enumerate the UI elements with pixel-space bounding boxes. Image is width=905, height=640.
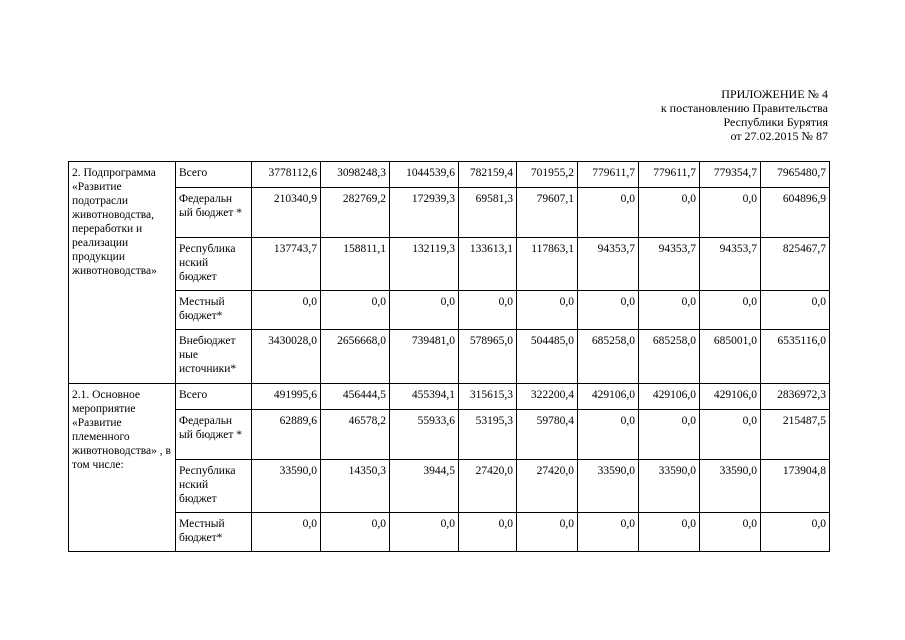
value-cell: 94353,7 [700,238,761,291]
value-cell: 429106,0 [700,384,761,410]
total-cell: 0,0 [761,291,830,330]
value-cell: 172939,3 [390,188,459,238]
appendix-date-line: от 27.02.2015 № 87 [730,129,828,143]
value-cell: 94353,7 [639,238,700,291]
value-cell: 33590,0 [252,460,321,513]
source-cell: Республика нский бюджет [176,238,252,291]
value-cell: 55933,6 [390,410,459,460]
value-cell: 0,0 [252,291,321,330]
source-cell: Местный бюджет* [176,513,252,552]
value-cell: 27420,0 [517,460,578,513]
table-row [69,460,830,513]
value-cell: 322200,4 [517,384,578,410]
value-cell: 0,0 [639,291,700,330]
value-cell: 62889,6 [252,410,321,460]
total-cell: 173904,8 [761,460,830,513]
total-cell: 6535116,0 [761,330,830,384]
value-cell: 282769,2 [321,188,390,238]
value-cell: 685001,0 [700,330,761,384]
value-cell: 0,0 [639,188,700,238]
table-row [69,188,830,238]
value-cell: 779611,7 [578,162,639,188]
total-cell: 604896,9 [761,188,830,238]
value-cell: 0,0 [639,513,700,552]
value-cell: 69581,3 [459,188,517,238]
value-cell: 27420,0 [459,460,517,513]
value-cell: 59780,4 [517,410,578,460]
value-cell: 0,0 [700,513,761,552]
value-cell: 0,0 [390,513,459,552]
table-row [69,410,830,460]
value-cell: 779354,7 [700,162,761,188]
appendix-ref-line: Республики Бурятия [723,115,828,129]
value-cell: 491995,6 [252,384,321,410]
value-cell: 33590,0 [578,460,639,513]
total-cell: 825467,7 [761,238,830,291]
value-cell: 210340,9 [252,188,321,238]
value-cell: 132119,3 [390,238,459,291]
value-cell: 0,0 [517,513,578,552]
value-cell: 3430028,0 [252,330,321,384]
total-cell: 2836972,3 [761,384,830,410]
value-cell: 2656668,0 [321,330,390,384]
value-cell: 14350,3 [321,460,390,513]
value-cell: 315615,3 [459,384,517,410]
appendix-header [661,87,828,143]
value-cell: 701955,2 [517,162,578,188]
total-cell: 7965480,7 [761,162,830,188]
value-cell: 1044539,6 [390,162,459,188]
value-cell: 455394,1 [390,384,459,410]
value-cell: 3944,5 [390,460,459,513]
value-cell: 79607,1 [517,188,578,238]
program-cell: 2. Подпрограмма «Развитие подотрасли животноводства, переработки и реализации продукции животноводства» [69,162,176,384]
value-cell: 33590,0 [700,460,761,513]
value-cell: 117863,1 [517,238,578,291]
value-cell: 3098248,3 [321,162,390,188]
value-cell: 685258,0 [578,330,639,384]
value-cell: 137743,7 [252,238,321,291]
source-cell: Федеральн ый бюджет * [176,188,252,238]
table-row [69,513,830,552]
value-cell: 456444,5 [321,384,390,410]
value-cell: 0,0 [700,410,761,460]
table-row [69,291,830,330]
value-cell: 0,0 [517,291,578,330]
value-cell: 578965,0 [459,330,517,384]
value-cell: 94353,7 [578,238,639,291]
value-cell: 3778112,6 [252,162,321,188]
value-cell: 685258,0 [639,330,700,384]
value-cell: 782159,4 [459,162,517,188]
source-cell: Федеральн ый бюджет * [176,410,252,460]
value-cell: 0,0 [321,513,390,552]
value-cell: 0,0 [252,513,321,552]
value-cell: 0,0 [578,513,639,552]
value-cell: 0,0 [578,410,639,460]
value-cell: 0,0 [459,513,517,552]
total-cell: 0,0 [761,513,830,552]
value-cell: 133613,1 [459,238,517,291]
table-row [69,330,830,384]
value-cell: 0,0 [390,291,459,330]
value-cell: 429106,0 [639,384,700,410]
value-cell: 739481,0 [390,330,459,384]
value-cell: 0,0 [700,188,761,238]
value-cell: 779611,7 [639,162,700,188]
value-cell: 46578,2 [321,410,390,460]
value-cell: 33590,0 [639,460,700,513]
source-cell: Республика нский бюджет [176,460,252,513]
value-cell: 429106,0 [578,384,639,410]
value-cell: 0,0 [578,188,639,238]
appendix-ref-line: к постановлению Правительства [660,101,828,115]
table-row [69,384,830,410]
value-cell: 53195,3 [459,410,517,460]
source-cell: Местный бюджет* [176,291,252,330]
value-cell: 0,0 [700,291,761,330]
program-cell: 2.1. Основное мероприятие «Развитие племенного животноводства» , в том числе: [69,384,176,552]
total-cell: 215487,5 [761,410,830,460]
value-cell: 504485,0 [517,330,578,384]
appendix-title: ПРИЛОЖЕНИЕ № 4 [721,87,828,101]
table-row [69,238,830,291]
value-cell: 0,0 [459,291,517,330]
source-cell: Всего [176,384,252,410]
source-cell: Внебюджет ные источники* [176,330,252,384]
value-cell: 0,0 [578,291,639,330]
budget-table [68,161,830,552]
source-cell: Всего [176,162,252,188]
value-cell: 0,0 [321,291,390,330]
table-row [69,162,830,188]
value-cell: 158811,1 [321,238,390,291]
value-cell: 0,0 [639,410,700,460]
